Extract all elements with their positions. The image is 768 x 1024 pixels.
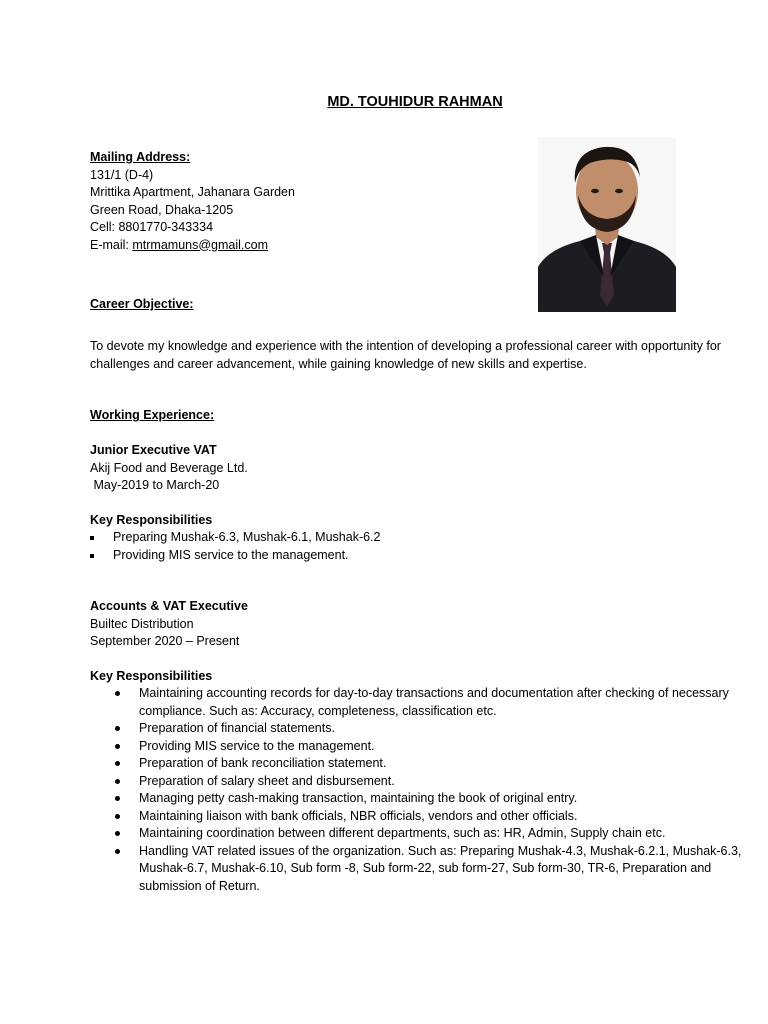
list-item: Preparing Mushak-6.3, Mushak-6.1, Mushak-6.2 [90,529,381,547]
mailing-address [90,149,295,254]
mailing-heading: Mailing Address: [90,150,191,164]
experience-heading: Working Experience: [90,408,215,422]
address-line-1: 131/1 (D-4) [90,167,154,182]
list-item: Maintaining accounting records for day-to-day transactions and documentation after checking of necessary compliance. Such as: Accuracy, completeness, classification etc. [113,685,743,720]
job-2-responsibilities [113,685,743,895]
list-item: Preparation of bank reconciliation statement. [113,755,743,773]
list-item: Managing petty cash-making transaction, maintaining the book of original entry. [113,790,743,808]
job-1 [90,442,248,495]
objective-text: To devote my knowledge and experience with the intention of developing a professional career with opportunity for challenges and career advancement, while gaining knowledge of new skills and expertise. [90,339,721,371]
email-label: E-mail: [90,237,133,252]
job-2-company: Builtec Distribution [90,616,194,631]
page-title: MD. TOUHIDUR RAHMAN [327,94,503,110]
job-2 [90,598,248,651]
job-1-period: May-2019 to March-20 [90,478,220,492]
list-item: Providing MIS service to the management. [113,738,743,756]
address-line-2: Mrittika Apartment, Jahanara Garden [90,185,295,199]
list-item: Maintaining coordination between different departments, such as: HR, Admin, Supply chain etc. [113,825,743,843]
list-item: Maintaining liaison with bank officials, NBR officials, vendors and other officials. [113,808,743,826]
job-1-company: Akij Food and Beverage Ltd. [90,460,248,475]
cell-number: Cell: 8801770-343334 [90,220,214,234]
job-2-responsibilities-heading: Key Responsibilities [90,669,213,683]
list-item: Providing MIS service to the management. [90,547,381,565]
job-1-responsibilities-heading: Key Responsibilities [90,513,213,527]
portrait-photo-icon [538,137,676,312]
list-item: Handling VAT related issues of the organization. Such as: Preparing Mushak-4.3, Mushak-6.2.1, Mushak-6.3, Mushak-6.7, Mushak-6.10, Sub form -8, Sub form-22, sub form-27, Sub form-30, TR-6, Preparation and submission of Return. [113,843,743,896]
job-1-responsibilities [90,529,381,564]
list-item: Preparation of salary sheet and disbursement. [113,773,743,791]
profile-photo [538,137,676,312]
list-item: Preparation of financial statements. [113,720,743,738]
email-link[interactable]: mtrmamuns@gmail.com [132,237,269,252]
job-2-period: September 2020 – Present [90,634,240,648]
job-1-title: Junior Executive VAT [90,443,217,457]
address-line-3: Green Road, Dhaka-1205 [90,202,234,217]
objective-heading: Career Objective: [90,297,194,311]
email-row [90,237,295,255]
job-2-title: Accounts & VAT Executive [90,599,248,613]
